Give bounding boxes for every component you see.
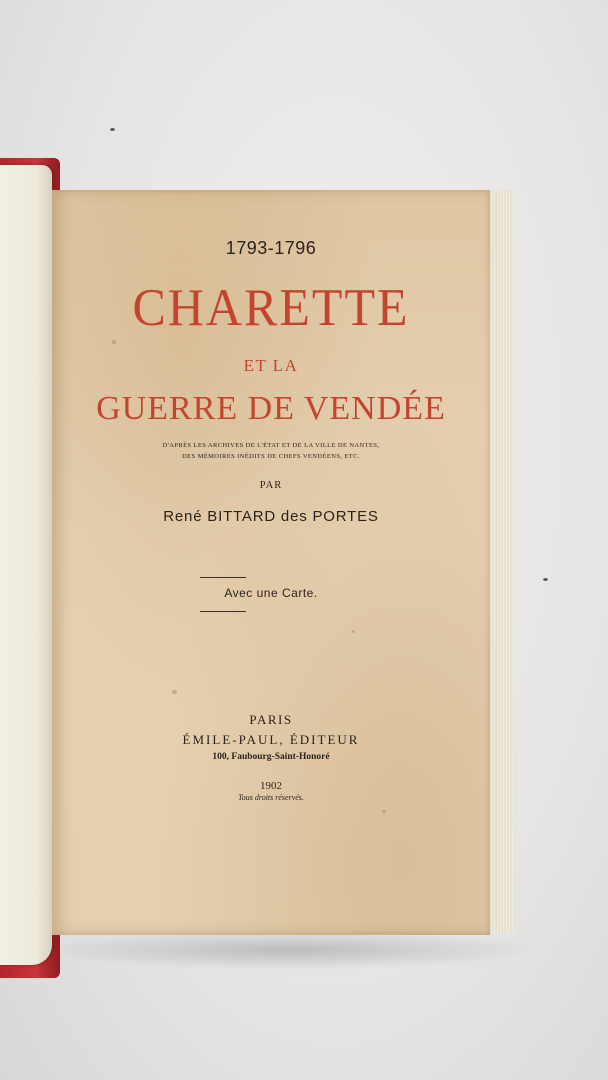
description-line-2: DES MÉMOIRES INÉDITS DE CHEFS VENDÉENS, ETC. (182, 453, 360, 460)
publication-year: 1902 (260, 780, 282, 792)
foxing-spot (352, 630, 355, 633)
dates-heading: 1793-1796 (225, 238, 317, 258)
map-note: Avec une Carte. (224, 586, 318, 600)
flyleaf-pages (0, 165, 52, 965)
book-subtitle: GUERRE DE VENDÉE (96, 390, 446, 427)
publisher-address: 100, Faubourg-Saint-Honoré (212, 752, 330, 762)
title-connector: ET LA (243, 356, 299, 375)
publisher-name: ÉMILE-PAUL, ÉDITEUR (182, 732, 360, 747)
foxing-spot (382, 810, 386, 813)
foxing-spot (112, 340, 116, 344)
description-line-1: D'APRÈS LES ARCHIVES DE L'ÉTAT ET DE LA VILLE DE NANTES, (162, 442, 380, 449)
dust-speck (543, 578, 548, 581)
foxing-spot (172, 690, 177, 694)
title-page (52, 190, 490, 935)
book-shadow (40, 930, 540, 970)
book-title: CHARETTE (132, 277, 410, 337)
by-label: PAR (259, 480, 283, 491)
rights-notice: Tous droits réservés. (238, 793, 304, 802)
publication-city: PARIS (249, 712, 293, 727)
dust-speck (110, 128, 115, 131)
divider-bottom (200, 611, 246, 612)
divider-top (200, 577, 246, 578)
author-name: René BITTARD des PORTES (163, 508, 379, 525)
